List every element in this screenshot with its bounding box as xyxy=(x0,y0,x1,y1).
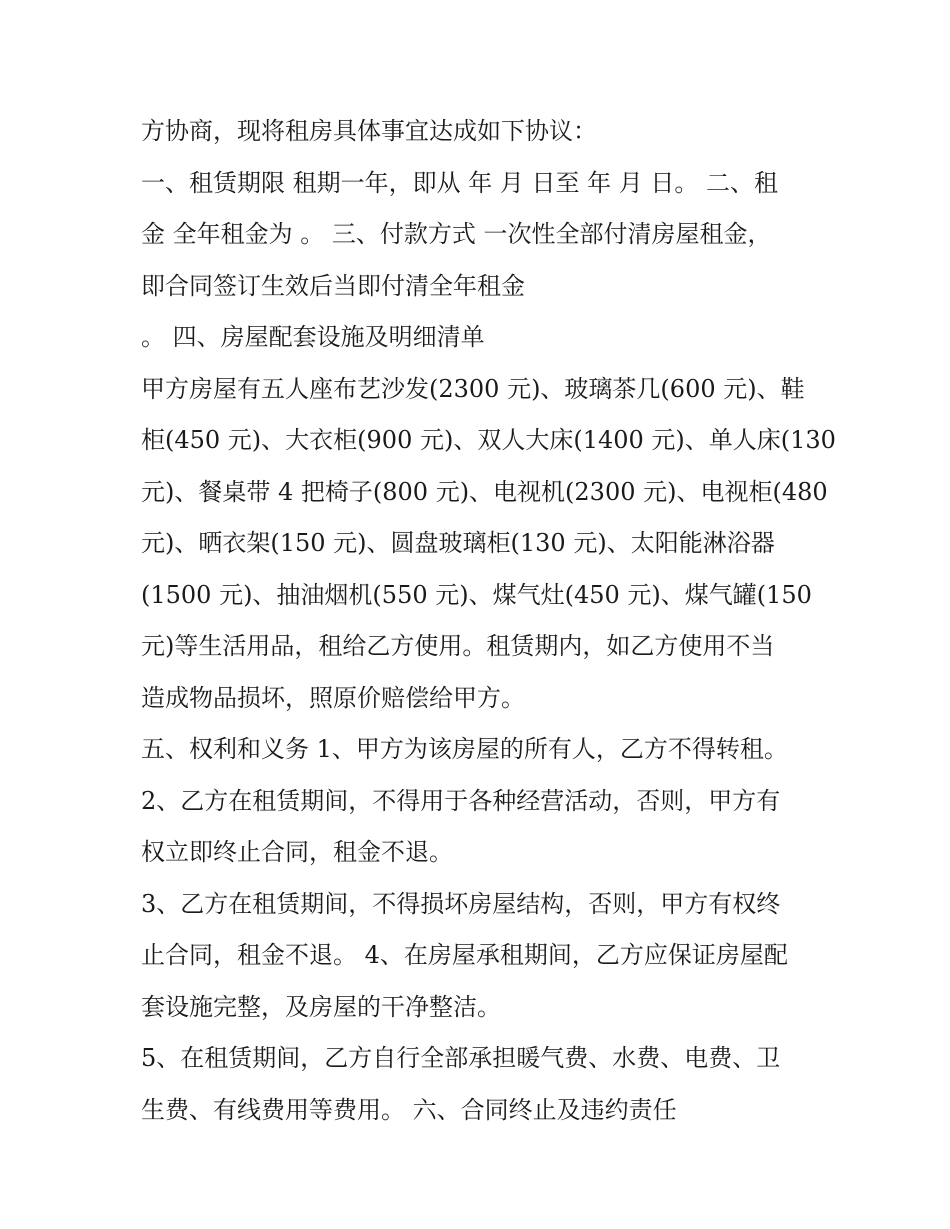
text-line: 权立即终止合同，租金不退。 xyxy=(141,838,453,866)
text-line: 。 四、房屋配套设施及明细清单 xyxy=(141,323,485,351)
text-line: 止合同，租金不退。 4、在房屋承租期间，乙方应保证房屋配 xyxy=(141,941,788,969)
text-line: 元)、餐桌带 4 把椅子(800 元)、电视机(2300 元)、电视柜(480 xyxy=(141,477,828,506)
text-line: 5、在租赁期间，乙方自行全部承担暖气费、水费、电费、卫 xyxy=(141,1044,781,1072)
text-line: 造成物品损坏，照原价赔偿给甲方。 xyxy=(141,683,525,712)
text-line: 柜(450 元)、大衣柜(900 元)、双人大床(1400 元)、单人床(130 xyxy=(141,426,836,454)
text-line: 一、租赁期限 租期一年，即从 年 月 日至 年 月 日。 二、租 xyxy=(141,168,779,197)
text-line: 金 全年租金为 。 三、付款方式 一次性全部付清房屋租金， xyxy=(141,220,772,248)
text-line: 元)、晒衣架(150 元)、圆盘玻璃柜(130 元)、太阳能淋浴器 xyxy=(141,529,775,557)
text-line: 方协商，现将租房具体事宜达成如下协议： xyxy=(141,117,597,145)
text-line: 套设施完整，及房屋的干净整洁。 xyxy=(141,992,501,1021)
text-line: 3、乙方在租赁期间，不得损坏房屋结构，否则，甲方有权终 xyxy=(141,889,781,918)
text-line: 甲方房屋有五人座布艺沙发(2300 元)、玻璃茶几(600 元)、鞋 xyxy=(141,374,805,403)
text-line: 元)等生活用品，租给乙方使用。租赁期内，如乙方使用不当 xyxy=(141,632,775,660)
text-line: 即合同签订生效后当即付清全年租金 xyxy=(141,271,525,300)
text-line: 五、权利和义务 1、甲方为该房屋的所有人，乙方不得转租。 xyxy=(141,735,788,763)
text-line: (1500 元)、抽油烟机(550 元)、煤气灶(450 元)、煤气罐(150 xyxy=(141,580,812,609)
text-line: 2、乙方在租赁期间，不得用于各种经营活动，否则，甲方有 xyxy=(141,786,781,815)
text-line: 生费、有线费用等费用。 六、合同终止及违约责任 xyxy=(141,1095,677,1124)
document-body xyxy=(141,106,836,1136)
